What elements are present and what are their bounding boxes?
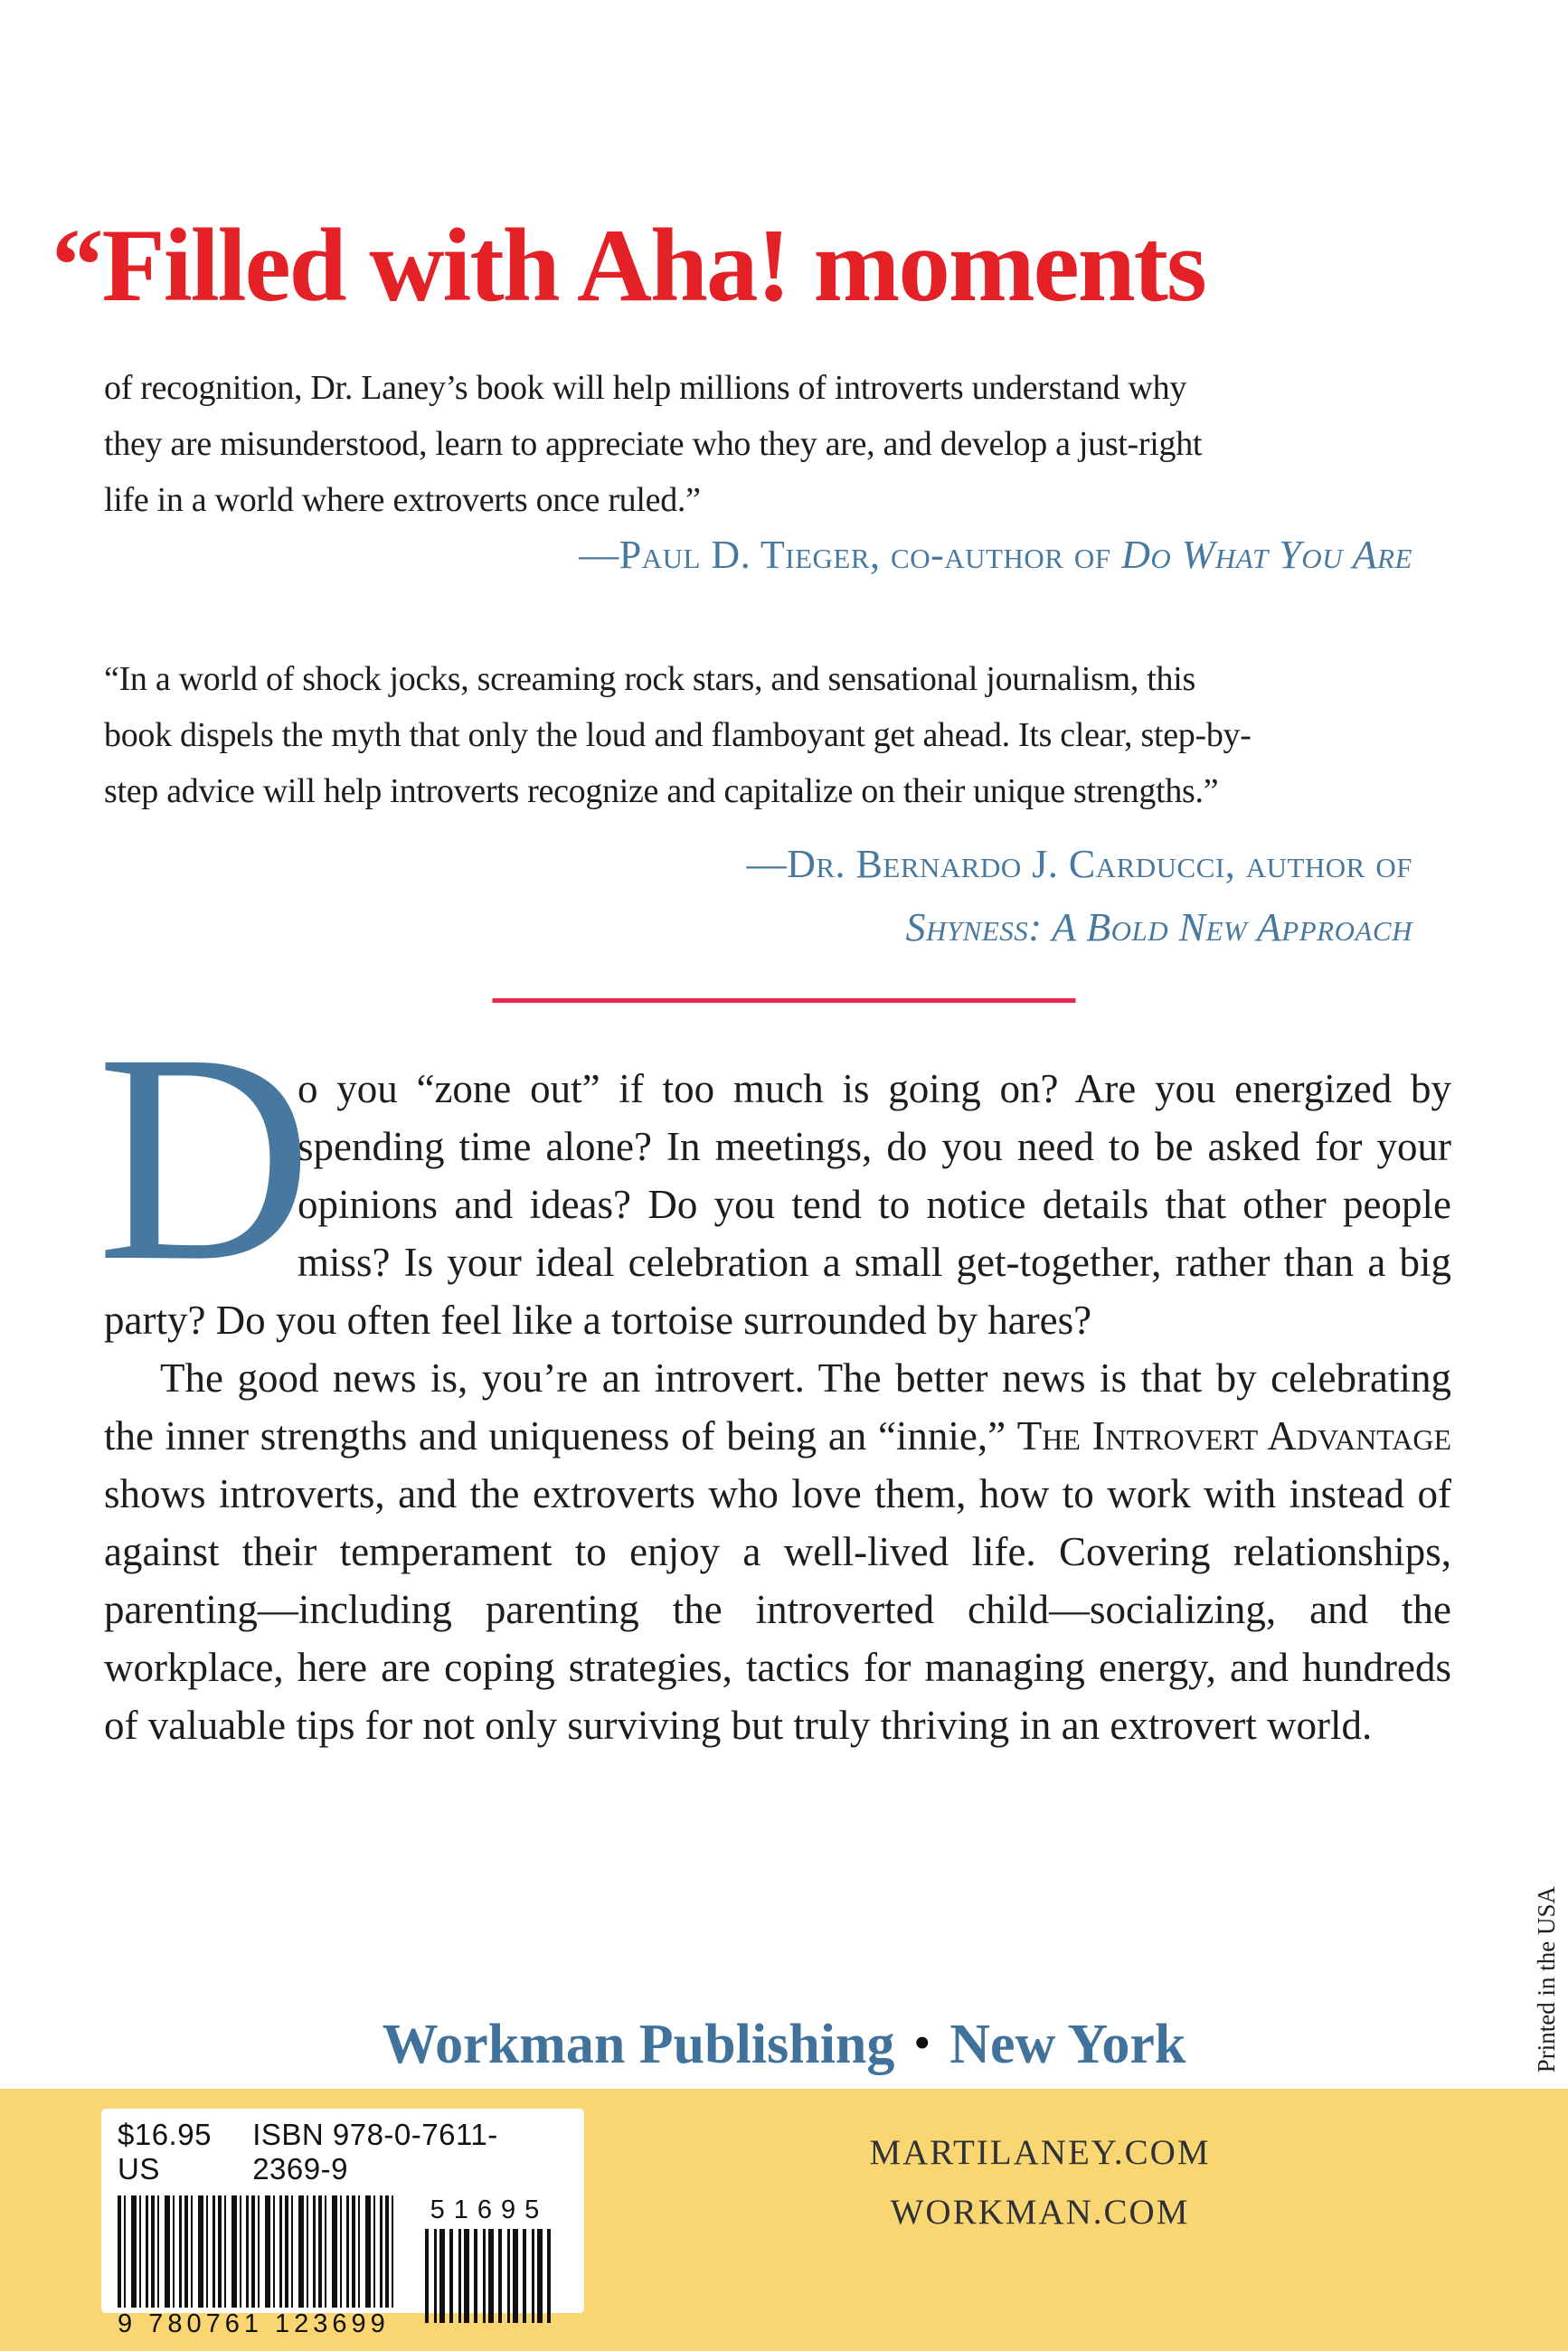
description-text: The good news is, you’re an introvert. The better news is that by celebrating the inner strengths and uniqueness of being an “innie,” — [104, 1355, 1451, 1459]
attribution-tieger — [104, 532, 1412, 578]
quote-line: “In a world of shock jocks, screaming rock stars, and sensational journalism, this — [104, 660, 1195, 698]
supplement-barcode — [425, 2229, 553, 2323]
supplement-barcode-block — [425, 2195, 553, 2323]
headline: “Filled with Aha! moments — [52, 208, 1205, 323]
websites — [814, 2123, 1266, 2242]
barcode-row — [118, 2195, 570, 2339]
quote-line: book dispels the myth that only the loud and flamboyant get ahead. Its clear, step-by- — [104, 716, 1252, 754]
book-title-smallcaps: The Introvert Advantage — [1016, 1413, 1451, 1459]
drop-cap-letter: D — [97, 993, 313, 1323]
workman-url: WORKMAN.COM — [890, 2193, 1190, 2232]
price-isbn-row — [118, 2118, 570, 2186]
attribution-book-title: Do What You Are — [1121, 533, 1412, 577]
publisher-line — [0, 2013, 1568, 2077]
red-divider — [493, 998, 1076, 1003]
quote-line: step advice will help introverts recognize and capitalize on their unique strengths.” — [104, 772, 1219, 810]
drop-cap — [97, 993, 313, 1323]
printed-note: Printed in the USA — [1533, 1885, 1560, 2072]
quote-tieger — [104, 360, 1487, 528]
description-text: o you “zone out” if too much is going on? Are you energized by spending time alone? In meetings, do you need to be asked for your opinions and ideas? Do you tend to notice details that other people miss? Is your ideal celebration a small get-together, rather than a big party? Do you often feel like a tortoise surrounded by hares? — [104, 1066, 1451, 1343]
description-text: shows introverts, and the extroverts who love them, how to work with instead of against their temperament to enjoy a well-lived life. Covering relationships, parenting—including parenting the introverted child—socializing, and the workplace, here are coping strategies, tactics for managing energy, and hundreds of valuable tips for not only surviving but truly thriving in an extrovert world. — [104, 1471, 1451, 1748]
description-paragraph-2 — [104, 1349, 1451, 1754]
book-description — [97, 993, 1451, 1754]
publisher-name: Workman Publishing — [382, 2014, 895, 2075]
publisher-city: New York — [949, 2014, 1186, 2075]
barcode-box — [101, 2109, 584, 2338]
ean-barcode-block — [118, 2195, 394, 2339]
bullet-separator: • — [914, 2019, 930, 2067]
martilaney-url: MARTILANEY.COM — [869, 2133, 1211, 2172]
attribution-name: —Paul D. Tieger, co-author of — [579, 533, 1122, 577]
quote-line: of recognition, Dr. Laney’s book will help millions of introverts understand why — [104, 369, 1187, 407]
quote-line: they are misunderstood, learn to appreciate who they are, and develop a just-right — [104, 425, 1203, 463]
quote-line: life in a world where extroverts once ruled.” — [104, 481, 701, 519]
supplement-digits: 51695 — [430, 2195, 549, 2224]
attribution-name: —Dr. Bernardo J. Carducci, author of — [746, 842, 1412, 886]
attribution-carducci — [104, 837, 1412, 964]
description-paragraph-1 — [97, 993, 1451, 1349]
ean-barcode — [118, 2195, 394, 2308]
price-label: $16.95 US — [118, 2118, 212, 2186]
ean-digits: 9 780761 123699 — [118, 2309, 390, 2338]
attribution-book-title: Shyness: A Bold New Approach — [905, 905, 1412, 949]
quote-carducci — [104, 651, 1487, 819]
isbn-label: ISBN 978-0-7611-2369-9 — [252, 2118, 498, 2186]
bottom-yellow-band — [0, 2089, 1568, 2351]
